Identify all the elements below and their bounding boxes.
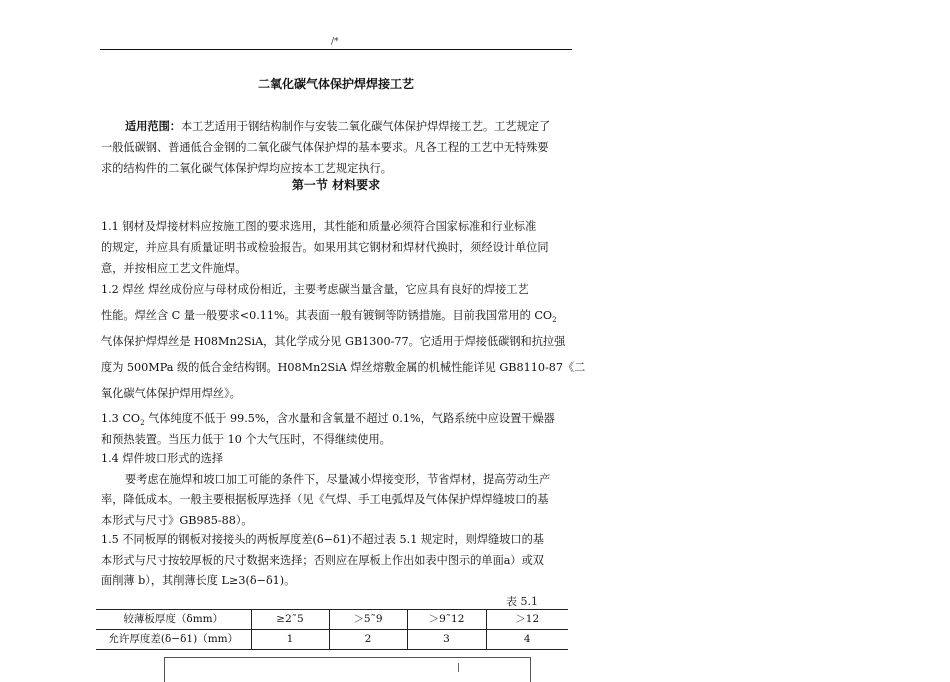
thickness-table xyxy=(96,609,568,650)
p1-3-line-2: 和预热装置。当压力低于 10 个大气压时，不得继续使用。 xyxy=(101,433,391,446)
scope-label: 适用范围： xyxy=(125,119,181,133)
table-cell: 1 xyxy=(251,630,329,650)
section-title: 第一节 材料要求 xyxy=(291,178,381,192)
p1-5-line-1: 1.5 不同板厚的钢板对接接头的两板厚度差(δ−δ1)不超过表 5.1 规定时，则焊缝坡口的基 xyxy=(101,533,544,546)
p1-3-line-1: 1.3 $CO_2$ 气体纯度不低于 99.5%，含水量和含氧量不超过 0.1%，气路系统中应设置干燥器 xyxy=(101,412,555,427)
table-row xyxy=(96,630,568,650)
paragraph-1-3 xyxy=(101,408,555,450)
table-cell: ≥2˜5 xyxy=(251,610,329,630)
table-cell: 4 xyxy=(486,630,568,650)
table-cell: 3 xyxy=(407,630,486,650)
p1-5-line-3: 面削薄 b），其削薄长度 L≥3(δ−δ1)。 xyxy=(101,574,296,587)
table-cell: ＞5˜9 xyxy=(329,610,407,630)
paragraph-1-1 xyxy=(101,216,549,279)
document-title: 二氧化碳气体保护焊焊接工艺 xyxy=(257,77,414,91)
table-cell: 2 xyxy=(329,630,407,650)
scope-line-3: 求的结构件的二氧化碳气体保护焊均应按本工艺规定执行。 xyxy=(101,162,392,175)
figure-frame xyxy=(164,657,531,682)
paragraph-1-4 xyxy=(101,449,550,531)
p1-2-line-1: 1.2 焊丝 焊丝成份应与母材成份相近，主要考虑碳当量含量，它应具有良好的焊接工艺 xyxy=(101,283,529,296)
scope-paragraph xyxy=(101,116,550,179)
table-cell: ＞9˜12 xyxy=(407,610,486,630)
paragraph-1-2 xyxy=(101,277,585,407)
scope-line-1: 适用范围：本工艺适用于钢结构制作与安装二氧化碳气体保护焊焊接工艺。工艺规定了 xyxy=(125,119,551,133)
header-mark: /* xyxy=(331,37,339,47)
table-cell: ＞12 xyxy=(486,610,568,630)
scope-line-2: 一般低碳钢、普通低合金钢的二氧化碳气体保护焊的基本要求。凡各工程的工艺中无特殊要 xyxy=(101,141,549,154)
co2-subscript: 2 xyxy=(140,419,145,427)
p1-4-line-1: 要考虑在施焊和坡口加工可能的条件下，尽量减小焊接变形，节省焊材，提高劳动生产 xyxy=(125,472,551,486)
paragraph-1-5 xyxy=(101,530,544,592)
p1-2-line-3: 气体保护焊焊丝是 H08Mn2SiA，其化学成分见 GB1300-77。它适用于焊接低碳钢和抗拉强 xyxy=(101,335,566,348)
p1-2-line-5: 氧化碳气体保护焊用焊丝》。 xyxy=(101,387,241,400)
co2-subscript: 2 xyxy=(552,316,557,324)
p1-2-line-2: 性能。焊丝含 C 量一般要求<0.11%。其表面一般有镀铜等防锈措施。目前我国常用的 $CO_2$ xyxy=(101,309,557,324)
table-caption: 表 5.1 xyxy=(506,595,538,608)
figure-mark xyxy=(458,663,465,672)
p1-4-heading: 1.4 焊件坡口形式的选择 xyxy=(101,452,224,465)
p1-2-line-4: 度为 500MPa 级的低合金结构钢。H08Mn2SiA 焊丝熔敷金属的机械性能详见 GB8110-87《二 xyxy=(101,361,586,374)
header-rule xyxy=(100,49,572,50)
table-row xyxy=(96,610,568,630)
p1-4-line-3: 本形式与尺寸》GB985-88）。 xyxy=(101,513,253,527)
p1-1-line-2: 的规定，并应具有质量证明书或检验报告。如果用其它钢材和焊材代换时，须经设计单位同 xyxy=(101,241,549,254)
p1-1-line-3: 意，并按相应工艺文件施焊。 xyxy=(101,262,247,275)
table-cell: 较薄板厚度（δmm） xyxy=(96,610,251,630)
p1-1-line-1: 1.1 钢材及焊接材料应按施工图的要求选用，其性能和质量必须符合国家标准和行业标准 xyxy=(101,220,537,233)
p1-5-line-2: 本形式与尺寸按较厚板的尺寸数据来选择；否则应在厚板上作出如表中图示的单面a）或双 xyxy=(101,553,544,567)
p1-4-line-2: 率，降低成本。一般主要根据板厚选择（见《气焊、手工电弧焊及气体保护焊焊缝坡口的基 xyxy=(101,493,549,506)
table-cell: 允许厚度差(δ−δ1)（mm） xyxy=(96,630,251,650)
